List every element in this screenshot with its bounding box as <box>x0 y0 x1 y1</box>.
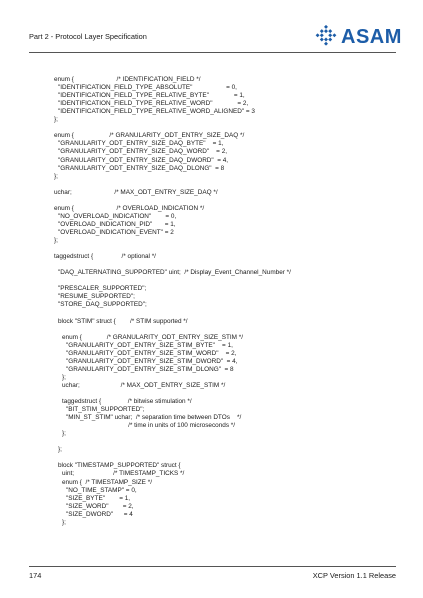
code-line: taggedstruct { /* optional */ <box>54 253 156 261</box>
code-line: "GRANULARITY_ODT_ENTRY_SIZE_DAQ_WORD" = 2, <box>58 148 228 156</box>
code-line: "NO_OVERLOAD_INDICATION" = 0, <box>58 212 177 220</box>
page-number: 174 <box>29 571 42 580</box>
code-line: }; <box>54 237 58 244</box>
code-line: }; <box>62 373 66 381</box>
code-line: block "TIMESTAMP_SUPPORTED" struct { <box>58 462 181 470</box>
code-line: taggedstruct { /* bitwise stimulation */ <box>62 398 192 405</box>
code-line: enum { /* OVERLOAD_INDICATION */ <box>54 204 205 212</box>
header-title: Part 2 - Protocol Layer Specification <box>29 32 147 41</box>
code-line: "OVERLOAD_INDICATION_EVENT" = 2 <box>58 228 174 236</box>
code-line: enum { /* TIMESTAMP_SIZE */ <box>62 478 152 486</box>
footer-divider <box>29 566 396 567</box>
code-line: "GRANULARITY_ODT_ENTRY_SIZE_STIM_BYTE" = 1, <box>66 341 233 349</box>
code-line: "SIZE_BYTE" = 1, <box>66 494 131 502</box>
code-line: "GRANULARITY_ODT_ENTRY_SIZE_DAQ_DWORD" = 4, <box>58 156 229 164</box>
code-line: "IDENTIFICATION_FIELD_TYPE_ABSOLUTE" = 0, <box>58 84 237 92</box>
code-line: "IDENTIFICATION_FIELD_TYPE_RELATIVE_WORD" = 2, <box>58 100 249 108</box>
code-line: }; <box>62 430 66 438</box>
code-line: "SIZE_WORD" = 2, <box>66 502 134 510</box>
code-line: block "STIM" struct { /* STIM supported */ <box>58 317 188 325</box>
code-line: uchar; /* MAX_ODT_ENTRY_SIZE_STIM */ <box>62 381 226 389</box>
code-line: /* time in units of 100 microseconds */ <box>66 422 236 430</box>
code-line: uchar; /* MAX_ODT_ENTRY_SIZE_DAQ */ <box>54 188 218 196</box>
header-divider <box>29 52 396 53</box>
code-line: enum { /* IDENTIFICATION_FIELD */ <box>54 76 201 83</box>
code-line: "GRANULARITY_ODT_ENTRY_SIZE_DAQ_BYTE" = 1, <box>58 140 224 148</box>
code-line: }; <box>58 446 62 454</box>
code-line: "STORE_DAQ_SUPPORTED"; <box>58 301 147 309</box>
code-line: enum { /* GRANULARITY_ODT_ENTRY_SIZE_DAQ */ <box>54 132 245 140</box>
code-line: "RESUME_SUPPORTED"; <box>58 293 135 301</box>
code-line: "BIT_STIM_SUPPORTED"; <box>66 406 145 414</box>
code-line: enum { /* GRANULARITY_ODT_ENTRY_SIZE_STIM */ <box>62 333 244 341</box>
code-line: uint; /* TIMESTAMP_TICKS */ <box>62 470 185 478</box>
code-line: }; <box>62 518 66 526</box>
code-line: }; <box>54 172 58 180</box>
code-line: }; <box>54 116 58 124</box>
code-line: "PRESCALER_SUPPORTED"; <box>58 285 147 293</box>
footer-document-title: XCP Version 1.1 Release <box>312 571 396 580</box>
code-line: "GRANULARITY_ODT_ENTRY_SIZE_STIM_DWORD" = 4, <box>66 357 238 365</box>
code-line: "GRANULARITY_ODT_ENTRY_SIZE_DAQ_DLONG" = 8 <box>58 164 225 172</box>
code-line: "GRANULARITY_ODT_ENTRY_SIZE_STIM_DLONG" = 8 <box>66 365 234 373</box>
code-line: "SIZE_DWORD" = 4 <box>66 510 133 518</box>
code-line: "NO_TIME_STAMP" = 0, <box>66 486 137 494</box>
asam-logo-icon <box>314 25 338 49</box>
code-line: "MIN_ST_STIM" uchar; /* separation time between DTOs */ <box>66 414 242 422</box>
code-line: "DAQ_ALTERNATING_SUPPORTED" uint; /* Display_Event_Channel_Number */ <box>58 269 291 277</box>
code-line: "OVERLOAD_INDICATION_PID" = 1, <box>58 220 176 228</box>
code-line: "IDENTIFICATION_FIELD_TYPE_RELATIVE_BYTE" = 1, <box>58 92 245 100</box>
asam-logo-text: ASAM <box>341 26 402 48</box>
asam-logo <box>314 25 402 49</box>
code-line: "IDENTIFICATION_FIELD_TYPE_RELATIVE_WORD_ALIGNED" = 3 <box>58 108 255 116</box>
code-line: "GRANULARITY_ODT_ENTRY_SIZE_STIM_WORD" = 2, <box>66 349 237 357</box>
